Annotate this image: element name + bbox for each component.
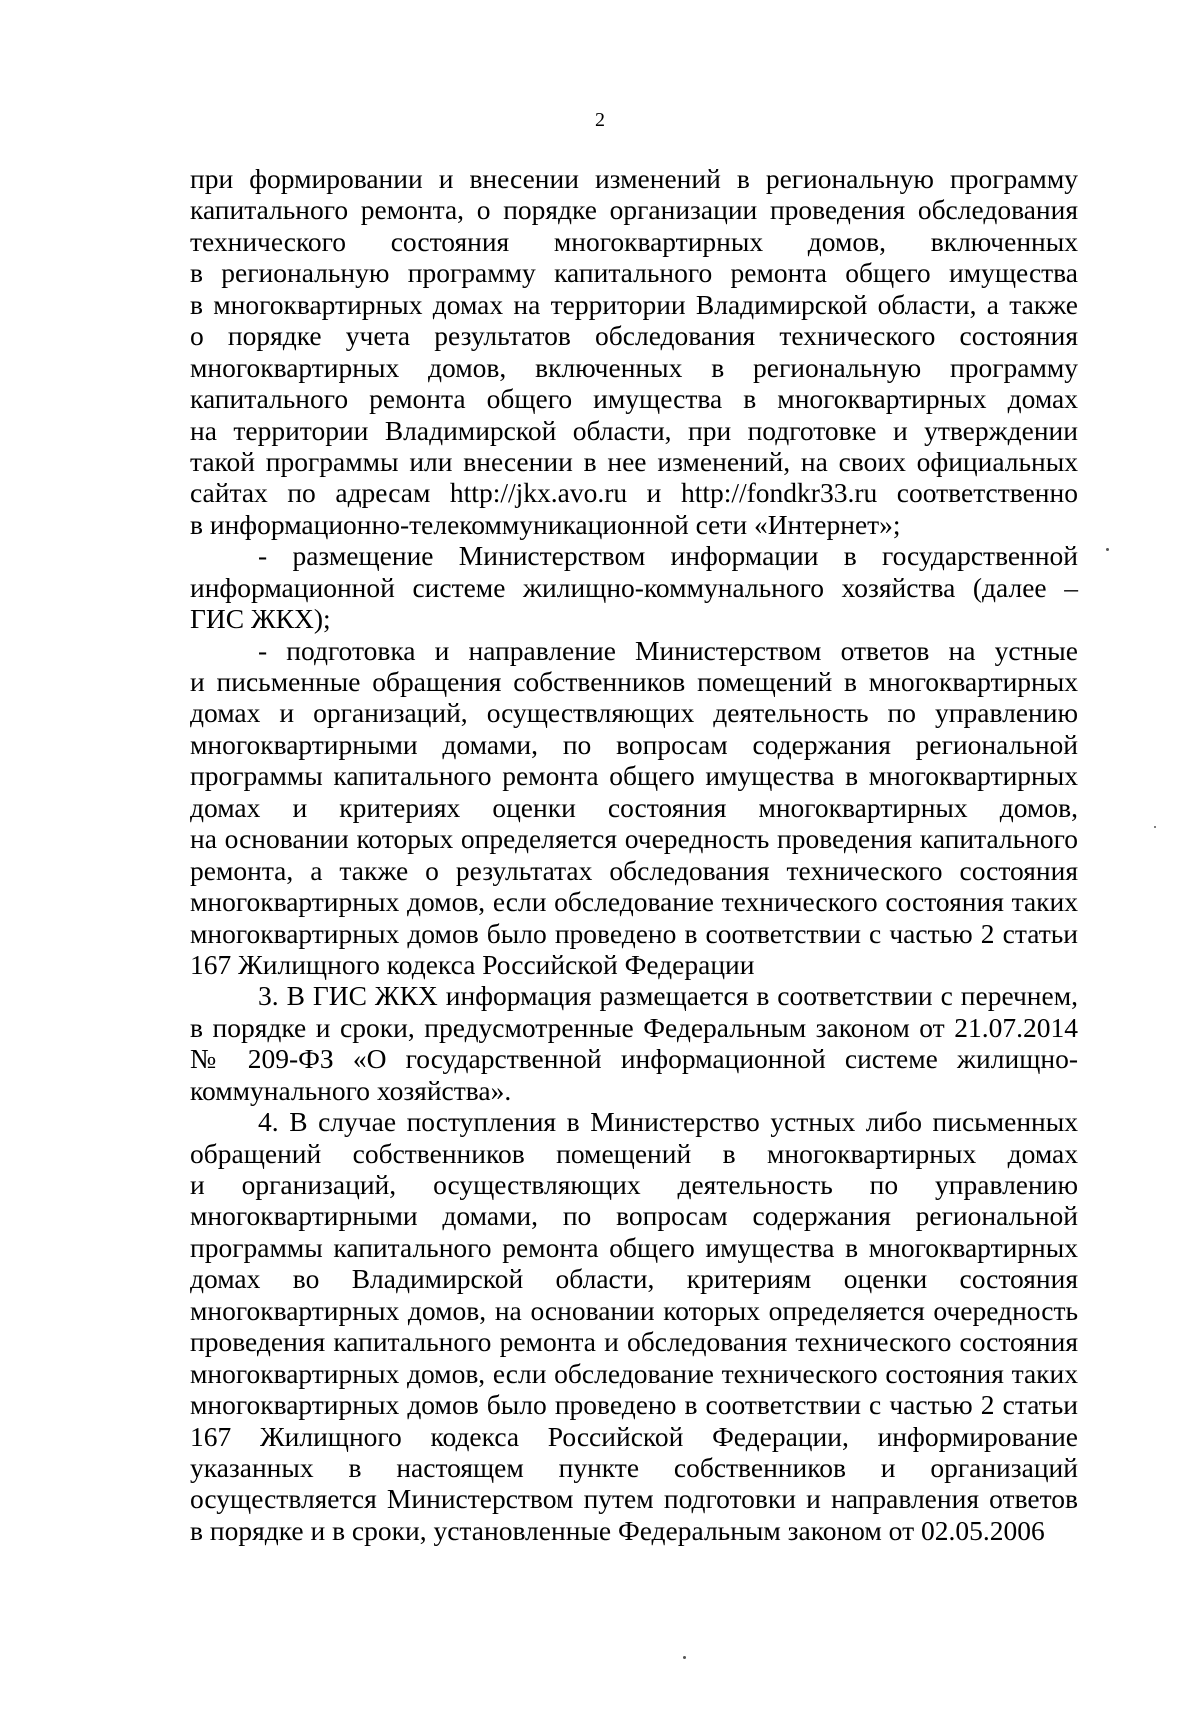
text-line: многоквартирными домами, по вопросам содержания региональной: [190, 728, 1078, 760]
text-line: многоквартирных домов, если обследование технического состояния таких: [190, 1357, 1078, 1389]
text-line: в информационно-телекоммуникационной сети «Интернет»;: [190, 508, 901, 540]
text-line: ГИС ЖКХ);: [190, 603, 331, 635]
paragraph: [190, 540, 1078, 634]
text-line: многоквартирных домов было проведено в соответствии с частью 2 статьи: [190, 1389, 1078, 1421]
text-line: в региональную программу капитального ремонта общего имущества: [190, 257, 1078, 289]
scan-speck: [1154, 826, 1156, 828]
text-line: многоквартирных домов, если обследование технического состояния таких: [190, 886, 1078, 918]
text-line: указанных в настоящем пункте собственников и организаций: [190, 1451, 1078, 1483]
text-line: 167 Жилищного кодекса Российской Федерации: [190, 948, 755, 980]
text-line: программы капитального ремонта общего имущества в многоквартирных: [190, 760, 1078, 792]
text-line: капитального ремонта общего имущества в многоквартирных домах: [190, 383, 1078, 415]
text-line: 3. В ГИС ЖКХ информация размещается в соответствии с перечнем,: [258, 980, 1078, 1012]
scan-speck: [1106, 548, 1109, 551]
text-line: и организаций, осуществляющих деятельность по управлению: [190, 1169, 1078, 1200]
text-line: - размещение Министерством информации в государственной: [258, 540, 1078, 572]
document-body: [190, 163, 1078, 1546]
text-line: на территории Владимирской области, при подготовке и утверждении: [190, 414, 1078, 446]
text-line: 167 Жилищного кодекса Российской Федерации, информирование: [190, 1420, 1078, 1452]
text-line: сайтах по адресам http://jkx.avo.ru и http://fondkr33.ru соответственно: [190, 477, 1078, 509]
text-line: программы капитального ремонта общего имущества в многоквартирных: [190, 1231, 1078, 1263]
text-line: многоквартирными домами, по вопросам содержания региональной: [190, 1200, 1078, 1232]
scan-speck: [683, 1656, 686, 1659]
text-line: информационной системе жилищно-коммунального хозяйства (далее –: [190, 571, 1078, 603]
text-line: на основании которых определяется очередность проведения капитального: [190, 823, 1078, 855]
text-line: многоквартирных домов, включенных в региональную программу: [190, 351, 1078, 383]
text-line: и письменные обращения собственников помещений в многоквартирных: [190, 666, 1078, 697]
text-line: проведения капитального ремонта и обследования технического состояния: [190, 1326, 1078, 1358]
paragraph: [190, 980, 1078, 1106]
text-line: № 209-ФЗ «О государственной информационной системе жилищно-: [190, 1043, 1078, 1075]
text-line: осуществляется Министерством путем подготовки и направления ответов: [190, 1483, 1078, 1515]
text-line: капитального ремонта, о порядке организации проведения обследования: [190, 194, 1078, 226]
text-line: при формировании и внесении изменений в региональную программу: [190, 163, 1078, 194]
text-line: домах и организаций, осуществляющих деятельность по управлению: [190, 697, 1078, 729]
text-line: коммунального хозяйства».: [190, 1074, 512, 1106]
text-line: многоквартирных домов, на основании которых определяется очередность: [190, 1294, 1078, 1326]
text-line: домах во Владимирской области, критериям оценки состояния: [190, 1263, 1078, 1295]
text-line: такой программы или внесении в нее изменений, на своих официальных: [190, 445, 1078, 477]
page-number: 2: [595, 109, 605, 131]
text-line: технического состояния многоквартирных домов, включенных: [190, 225, 1078, 257]
text-line: обращений собственников помещений в многоквартирных домах: [190, 1137, 1078, 1169]
text-line: - подготовка и направление Министерством ответов на устные: [258, 634, 1078, 666]
text-line: домах и критериях оценки состояния многоквартирных домов,: [190, 791, 1078, 823]
paragraph: [190, 635, 1078, 981]
text-line: многоквартирных домов было проведено в соответствии с частью 2 статьи: [190, 917, 1078, 949]
text-line: в порядке и сроки, предусмотренные Федеральным законом от 21.07.2014: [190, 1011, 1078, 1043]
paragraph: [190, 1106, 1078, 1546]
text-line: в порядке и в сроки, установленные Федеральным законом от 02.05.2006: [190, 1514, 1045, 1546]
text-line: 4. В случае поступления в Министерство устных либо письменных: [258, 1106, 1078, 1138]
text-line: ремонта, а также о результатах обследования технического состояния: [190, 854, 1078, 886]
text-line: о порядке учета результатов обследования технического состояния: [190, 320, 1078, 352]
text-line: в многоквартирных домах на территории Владимирской области, а также: [190, 288, 1078, 320]
paragraph: [190, 163, 1078, 540]
